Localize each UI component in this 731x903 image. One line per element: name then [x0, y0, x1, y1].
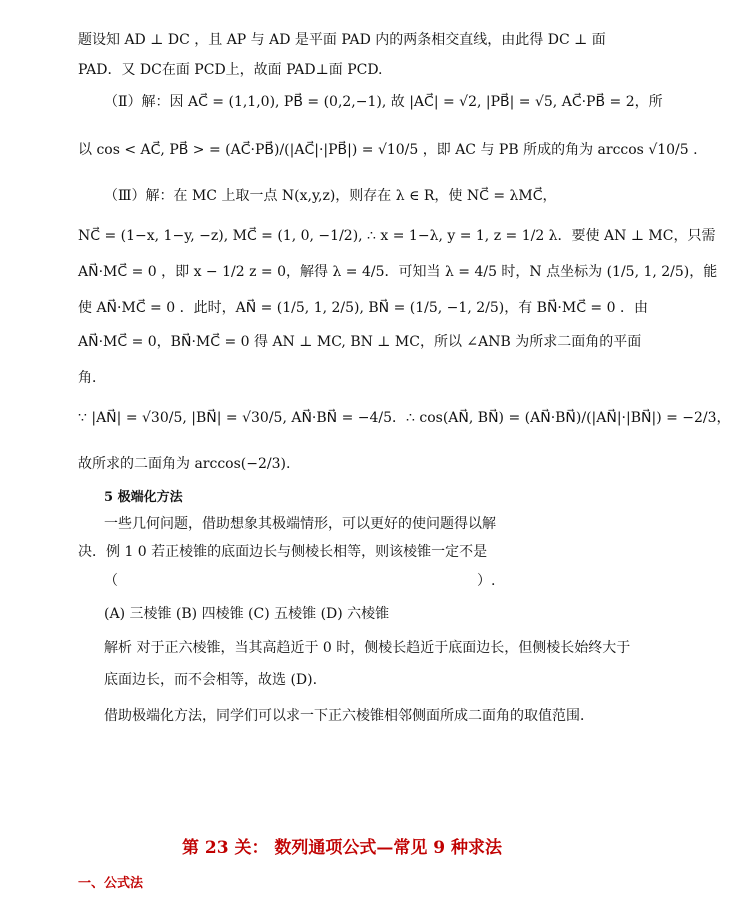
line-4: 以 cos < AC⃗, PB⃗ > = (AC⃗·PB⃗)/(|AC⃗|·|PB⃗|) = √10/5 ，即 AC 与 PB 所成的角为 arccos √10/5 . — [78, 142, 698, 158]
line-14: 决．例 1 0 若正棱锥的底面边长与侧棱长相等，则该棱锥一定不是 — [78, 544, 488, 560]
line-2: PAD．又 DC在面 PCD上，故面 PAD⊥面 PCD. — [78, 62, 383, 78]
line-9: AN⃗·MC⃗ = 0，BN⃗·MC⃗ = 0 得 AN ⊥ MC, BN ⊥ MC，所以 ∠ANB 为所求二面角的平面 — [78, 334, 642, 350]
line-11: ∵ |AN⃗| = √30/5, |BN⃗| = √30/5, AN⃗·BN⃗ = −4/5．∴ cos(AN⃗, BN⃗) = (AN⃗·BN⃗)/(|AN⃗|·|BN⃗|) = −2/3， — [78, 410, 731, 426]
line-8: 使 AN⃗·MC⃗ = 0 ．此时，AN⃗ = (1/5, 1, 2/5), BN⃗ = (1/5, −1, 2/5)，有 BN⃗·MC⃗ = 0 ．由 — [78, 300, 648, 316]
line-13: 一些几何问题，借助想象其极端情形，可以更好的使问题得以解 — [104, 516, 496, 532]
line-6: NC⃗ = (1−x, 1−y, −z), MC⃗ = (1, 0, −1/2), ∴ x = 1−λ, y = 1, z = 1/2 λ．要使 AN ⊥ MC，只需 — [78, 228, 716, 244]
solution-line-1: 解析 对于正六棱锥，当其高趋近于 0 时，侧棱长趋近于底面边长，但侧棱长始终大于 — [104, 640, 631, 656]
options-line: (A) 三棱锥 (B) 四棱锥 (C) 五棱锥 (D) 六棱锥 — [104, 606, 390, 622]
section-title: 一、公式法 — [78, 876, 144, 891]
line-1: 题设知 AD ⊥ DC ，且 AP 与 AD 是平面 PAD 内的两条相交直线，由此得 DC ⊥ 面 — [78, 32, 606, 48]
paren-close: ）. — [477, 573, 496, 589]
solution-line-2: 底面边长，而不会相等，故选 (D). — [104, 672, 318, 688]
chapter-title: 第 23 关： 数列通项公式—常见 9 种求法 — [181, 838, 503, 858]
paren-open: （ — [104, 573, 118, 589]
line-3: （Ⅱ）解：因 AC⃗ = (1,1,0), PB⃗ = (0,2,−1), 故 |AC⃗| = √2, |PB⃗| = √5, AC⃗·PB⃗ = 2，所 — [104, 94, 663, 110]
line-5: （Ⅲ）解：在 MC 上取一点 N(x,y,z)，则存在 λ ∈ R，使 NC⃗ = λMC⃗， — [104, 188, 557, 204]
section-heading-extreme-method: 5 极端化方法 — [104, 490, 183, 505]
line-10: 角． — [78, 370, 106, 386]
line-7: AN⃗·MC⃗ = 0 ，即 x − 1/2 z = 0，解得 λ = 4/5．可知当 λ = 4/5 时，N 点坐标为 (1/5, 1, 2/5)，能 — [78, 264, 718, 280]
line-18: 借助极端化方法，同学们可以求一下正六棱锥相邻侧面所成二面角的取值范围． — [104, 708, 594, 724]
line-12: 故所求的二面角为 arccos(−2/3). — [78, 456, 291, 472]
